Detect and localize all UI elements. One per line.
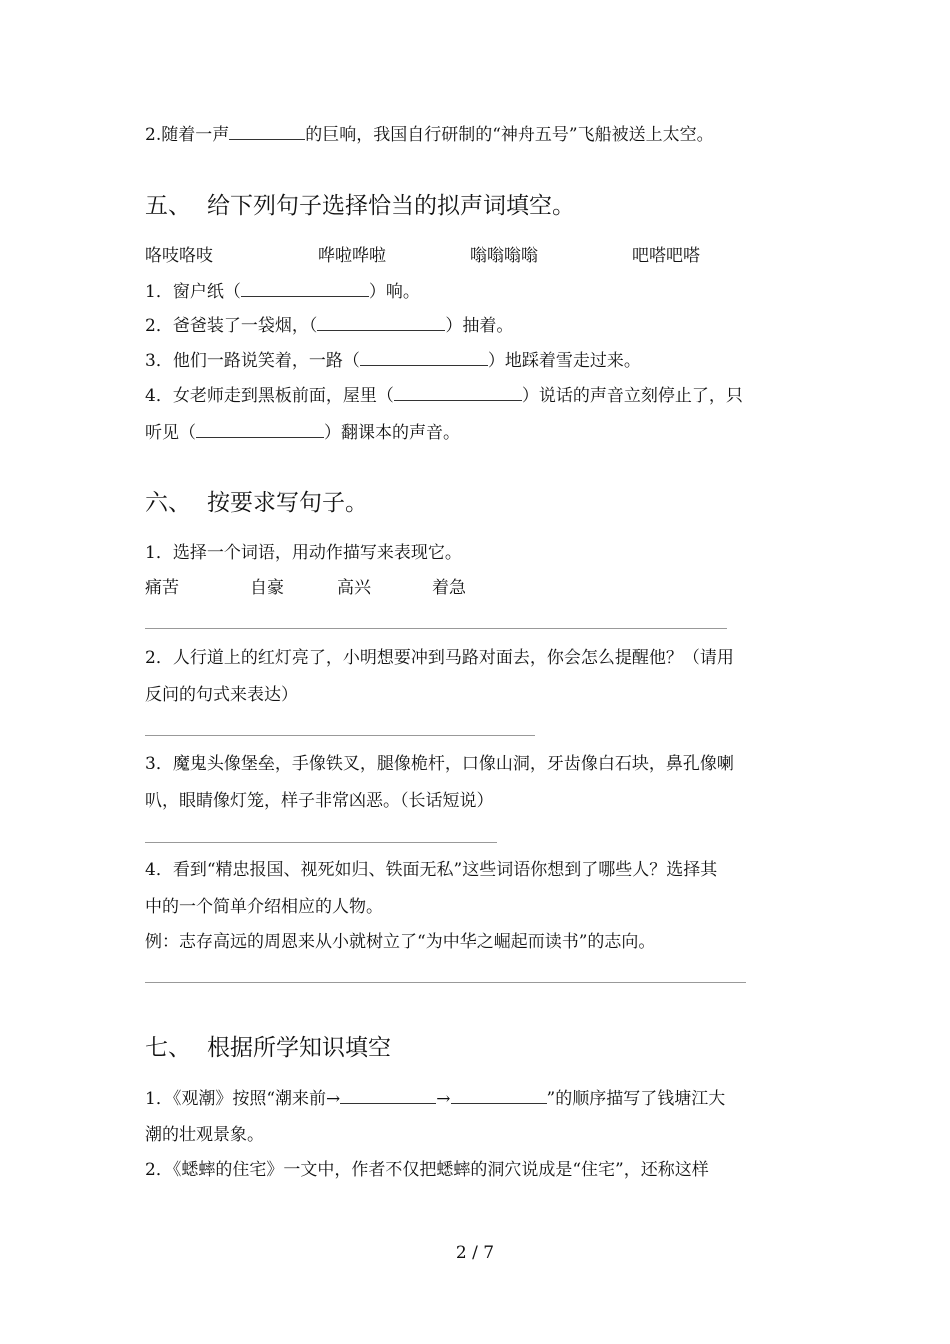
choice-word: 自豪 — [250, 578, 284, 598]
answer-line[interactable] — [145, 735, 535, 736]
section-5-item-4-cont: 听见（ ）翻课本的声音。 — [145, 420, 460, 445]
choice-word: 着急 — [432, 578, 466, 598]
option-word: 吧嗒吧嗒 — [632, 246, 700, 266]
section-6-q4-line2: 中的一个简单介绍相应的人物。 — [145, 897, 383, 917]
section-6-q3-line2: 叭，眼睛像灯笼，样子非常凶恶。（长话短说） — [145, 791, 494, 811]
answer-blank[interactable] — [317, 313, 445, 331]
section-6-q4-line1: 4．看到“精忠报国、视死如归、铁面无私”这些词语你想到了哪些人？选择其 — [145, 860, 718, 880]
option-word: 哗啦哗啦 — [318, 246, 386, 266]
section-6-q2-line2: 反问的句式来表达） — [145, 685, 298, 705]
section-5-heading: 五、 给下列句子选择恰当的拟声词填空。 — [145, 193, 575, 219]
section-5-item-4: 4．女老师走到黑板前面，屋里（ ）说话的声音立刻停止了，只 — [145, 383, 743, 408]
section-7-heading: 七、 根据所学知识填空 — [145, 1035, 391, 1061]
section-7-q1: 1．《观潮》按照“潮来前→ → ”的顺序描写了钱塘江大 — [145, 1086, 725, 1111]
answer-line[interactable] — [145, 628, 727, 629]
choice-word: 痛苦 — [145, 578, 179, 598]
section-7-q2: 2．《蟋蟀的住宅》一文中，作者不仅把蟋蟀的洞穴说成是“住宅”，还称这样 — [145, 1160, 709, 1180]
answer-line[interactable] — [145, 842, 497, 843]
section-5-item-3: 3．他们一路说笑着，一路（ ）地踩着雪走过来。 — [145, 348, 641, 373]
page-number: 2 / 7 — [455, 1243, 495, 1263]
section-6-q2-line1: 2．人行道上的红灯亮了，小明想要冲到马路对面去，你会怎么提醒他？（请用 — [145, 648, 734, 668]
answer-blank[interactable] — [394, 383, 522, 401]
option-word: 嗡嗡嗡嗡 — [470, 246, 538, 266]
option-word: 咯吱咯吱 — [145, 246, 213, 266]
question-2-launch: 2.随着一声 的巨响，我国自行研制的“神舟五号”飞船被送上太空。 — [145, 122, 714, 147]
section-5-item-2: 2．爸爸装了一袋烟，（ ）抽着。 — [145, 313, 513, 338]
section-6-q1: 1．选择一个词语，用动作描写来表现它。 — [145, 543, 462, 563]
section-7-q1-cont: 潮的壮观景象。 — [145, 1125, 264, 1145]
answer-blank[interactable] — [360, 348, 488, 366]
section-5-item-1: 1．窗户纸（ ）响。 — [145, 279, 420, 304]
choice-word: 高兴 — [337, 578, 371, 598]
answer-blank[interactable] — [229, 122, 305, 140]
answer-blank[interactable] — [451, 1086, 547, 1104]
section-6-q3-line1: 3．魔鬼头像堡垒，手像铁叉，腿像桅杆，口像山洞，牙齿像白石块，鼻孔像喇 — [145, 754, 734, 774]
answer-blank[interactable] — [196, 420, 324, 438]
answer-blank[interactable] — [241, 279, 369, 297]
section-6-heading: 六、 按要求写句子。 — [145, 490, 368, 516]
answer-blank[interactable] — [340, 1086, 436, 1104]
answer-line[interactable] — [145, 982, 746, 983]
section-6-q4-example: 例：志存高远的周恩来从小就树立了“为中华之崛起而读书”的志向。 — [145, 932, 656, 952]
